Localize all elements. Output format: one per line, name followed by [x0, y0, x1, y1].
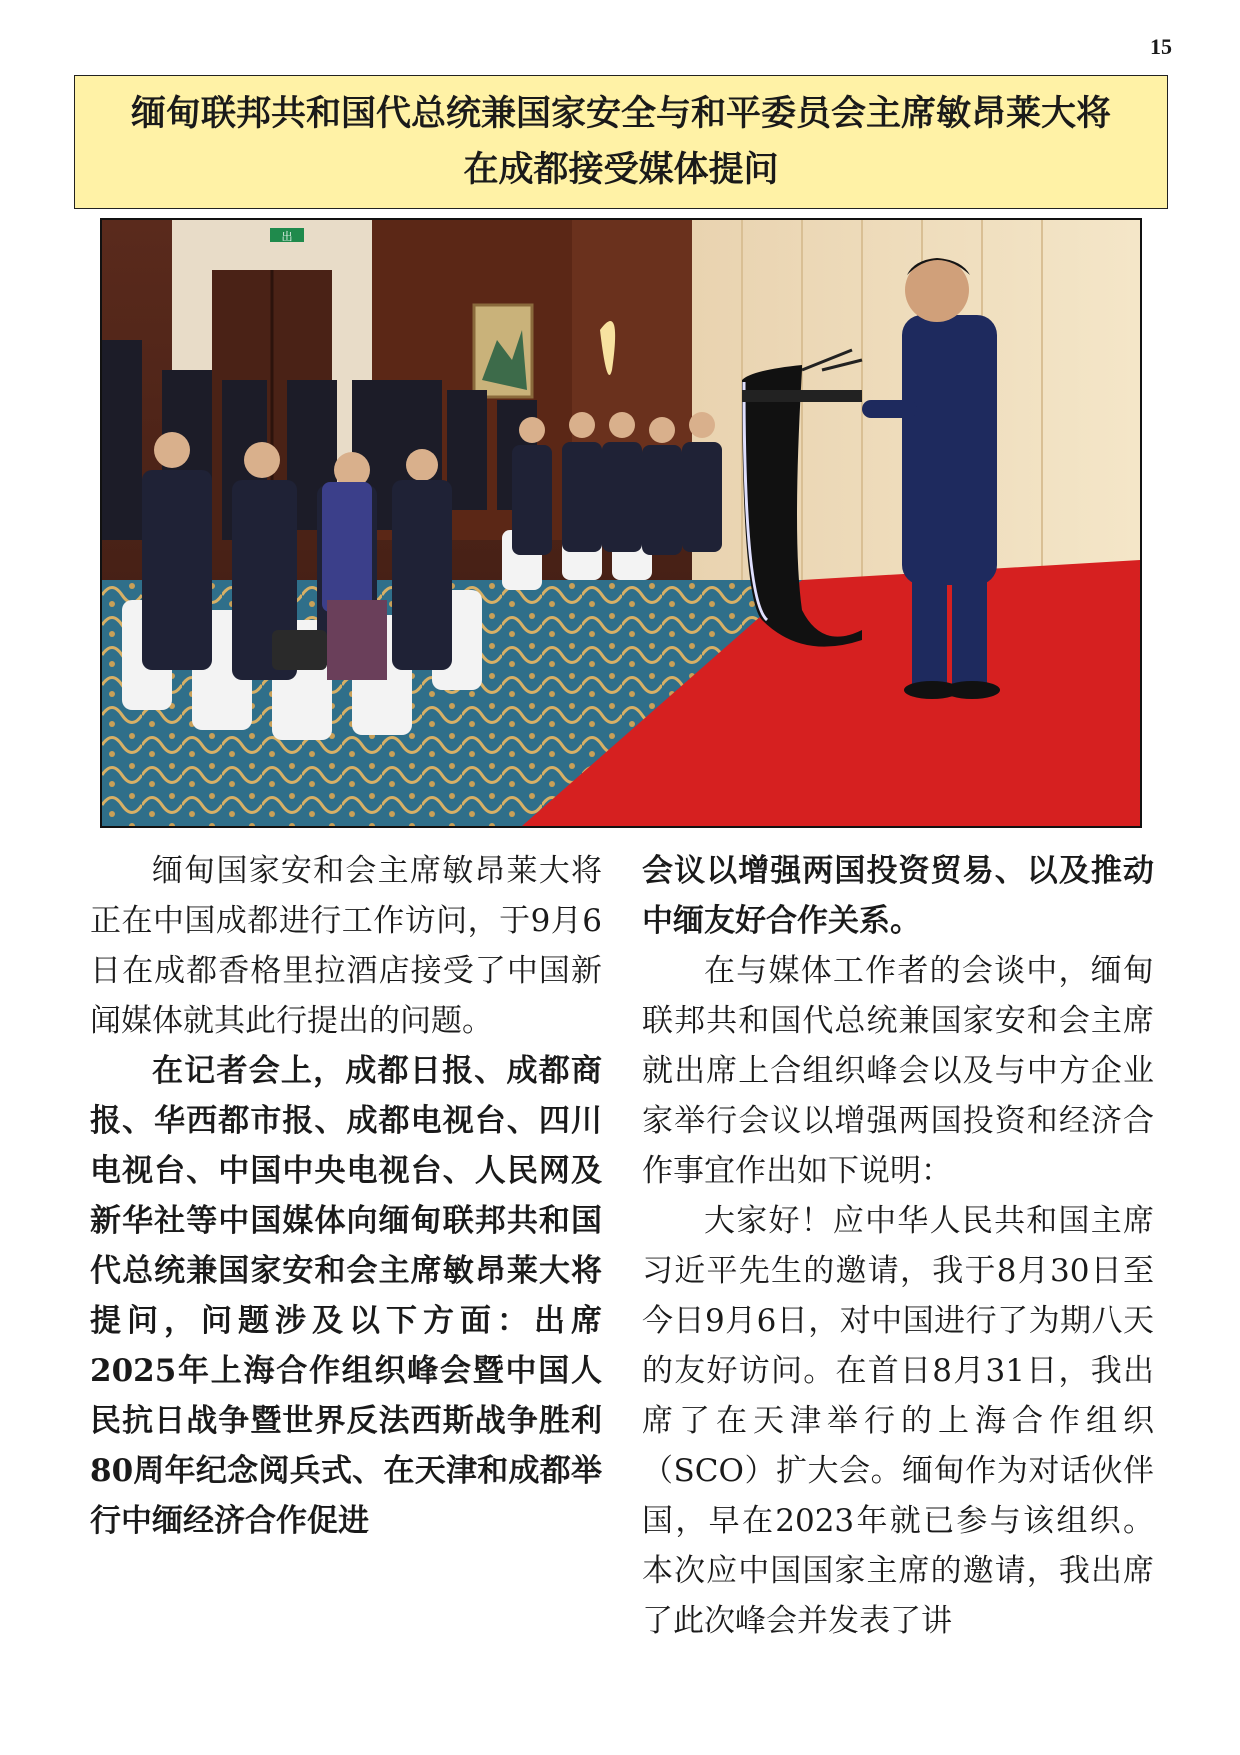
page-number: 15: [1150, 34, 1172, 59]
title-line-1: 缅甸联邦共和国代总统兼国家安全与和平委员会主席敏昂莱大将: [130, 93, 1111, 134]
exit-sign: 出: [281, 230, 293, 243]
press-conference-photo: [100, 218, 1142, 828]
intro-paragraph: 缅甸国家安和会主席敏昂莱大将正在中国成都进行工作访问，于9月6日在成都香格里拉酒店接受了中国新闻媒体就其此行提出的问题。: [90, 853, 602, 1039]
left-column: [90, 846, 602, 1546]
title-line-2: 在成都接受媒体提问: [463, 149, 779, 190]
press-questions-paragraph: 在记者会上，成都日报、成都商报、华西都市报、成都电视台、四川电视台、中国中央电视台、人民网及新华社等中国媒体向缅甸联邦共和国代总统兼国家安和会主席敏昂莱大将提问，问题涉及以下方面：出席2025年上海合作组织峰会暨中国人民抗日战争暨世界反法西斯战争胜利80周年纪念阅兵式、在天津和成都举行中缅经济合作促进: [90, 1053, 602, 1539]
speech-paragraph: 大家好！应中华人民共和国主席习近平先生的邀请，我于8月30日至今日9月6日，对中国进行了为期八天的友好访问。在首日8月31日，我出席了在天津举行的上海合作组织（SCO）扩大会。缅甸作为对话伙伴国，早在2023年就已参与该组织。本次应中国国家主席的邀请，我出席了此次峰会并发表了讲: [642, 1203, 1154, 1639]
press-questions-continued: 会议以增强两国投资贸易、以及推动中缅友好合作关系。: [642, 853, 1154, 939]
statement-intro-paragraph: 在与媒体工作者的会谈中，缅甸联邦共和国代总统兼国家安和会主席就出席上合组织峰会以及与中方企业家举行会议以增强两国投资和经济合作事宜作出如下说明：: [642, 953, 1154, 1189]
article-title: [74, 75, 1168, 209]
right-column: [642, 846, 1154, 1646]
